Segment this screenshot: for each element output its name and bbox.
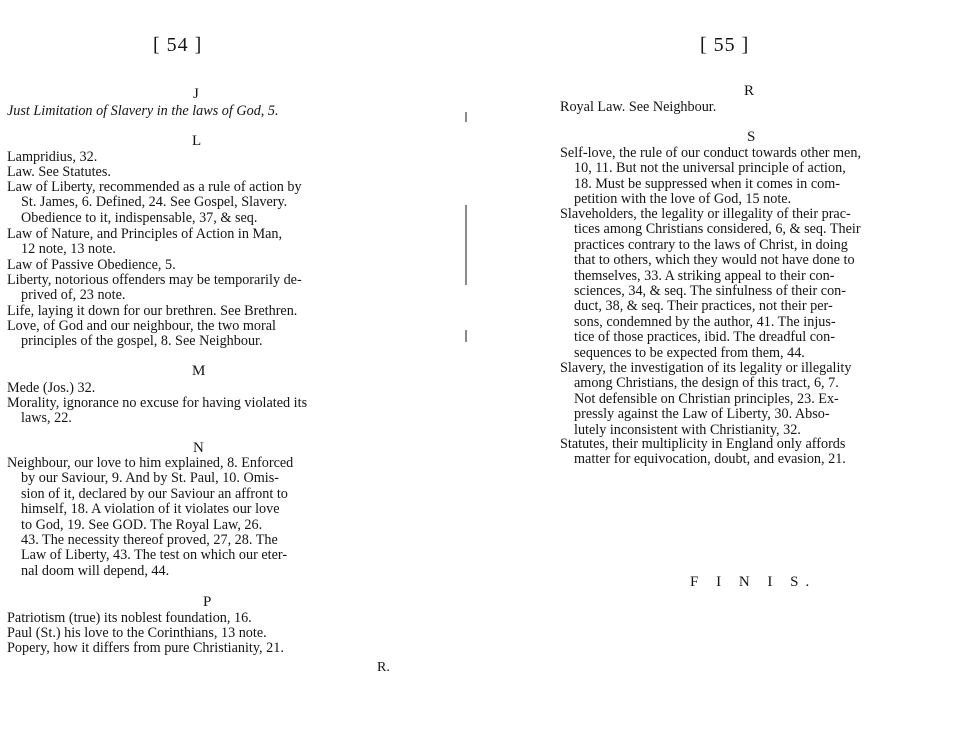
entry-line: that to others, which they would not have done to xyxy=(574,252,855,269)
finis: F I N I S. xyxy=(690,574,817,590)
entry-line: Law of Nature, and Principles of Action in Man, xyxy=(7,226,283,242)
entry-line: Mede (Jos.) 32. xyxy=(7,380,96,396)
entry-line: laws, 22. xyxy=(21,410,72,427)
index-entry-just-limitation xyxy=(7,104,397,119)
entry-line: themselves, 33. A striking appeal to their con- xyxy=(574,267,835,284)
section-letter-s: S xyxy=(747,129,757,145)
gutter-mark xyxy=(465,205,467,285)
index-entry-popery xyxy=(7,641,397,656)
entry-line: sons, condemned by the author, 41. The injus- xyxy=(574,313,836,330)
index-entry-law-of-nature xyxy=(7,227,397,258)
entry-line: Obedience to it, indispensable, 37, & seq. xyxy=(21,209,258,226)
entry-line: Paul (St.) his love to the Corinthians, 13 note. xyxy=(7,625,267,641)
section-letter-l: L xyxy=(192,133,203,149)
page-number-54: [ 54 ] xyxy=(153,34,203,56)
entry-line: Neighbour, our love to him explained, 8. Enforced xyxy=(7,455,294,471)
entry-line: Just Limitation of Slavery in the laws of God, 5. xyxy=(7,103,279,119)
index-entry-neighbour xyxy=(7,456,397,579)
entry-line: petition with the love of God, 15 note. xyxy=(574,191,792,208)
entry-line: Law of Passive Obedience, 5. xyxy=(7,257,176,273)
entry-line: Lampridius, 32. xyxy=(7,149,98,165)
index-entry-slaveholders xyxy=(560,207,950,361)
index-entry-self-love xyxy=(560,146,950,208)
entry-line: duct, 38, & seq. Their practices, not their per- xyxy=(574,298,833,315)
entry-line: among Christians, the design of this tract, 6, 7. xyxy=(574,375,839,392)
index-entry-royal-law xyxy=(560,100,950,115)
section-letter-j: J xyxy=(193,86,200,102)
gutter-mark xyxy=(465,112,467,122)
index-entry-statutes xyxy=(560,437,950,468)
index-entry-liberty xyxy=(7,273,397,304)
entry-line: sequences to be expected from them, 44. xyxy=(574,344,805,361)
entry-line: Law of Liberty, recommended as a rule of action by xyxy=(7,179,302,195)
entry-line: 12 note, 13 note. xyxy=(21,241,116,258)
entry-line: St. James, 6. Defined, 24. See Gospel, Slavery. xyxy=(21,194,288,211)
left-page xyxy=(0,0,470,752)
index-entry-law-of-liberty xyxy=(7,180,397,226)
catchword: R. xyxy=(377,660,390,675)
index-entry-love xyxy=(7,319,397,350)
entry-line: practices contrary to the laws of Christ, in doing xyxy=(574,236,848,253)
entry-line: Morality, ignorance no excuse for having violated its xyxy=(7,395,308,411)
entry-line: nal doom will depend, 44. xyxy=(21,562,170,579)
entry-line: 18. Must be suppressed when it comes in com- xyxy=(574,175,840,192)
entry-line: sion of it, declared by our Saviour an affront to xyxy=(21,485,288,502)
entry-line: Statutes, their multiplicity in England only affords xyxy=(560,436,846,452)
section-letter-m: M xyxy=(192,363,207,379)
entry-line: Slavery, the investigation of its legality or illegality xyxy=(560,360,852,376)
entry-line: Slaveholders, the legality or illegality of their prac- xyxy=(560,206,851,222)
entry-line: himself, 18. A violation of it violates our love xyxy=(21,501,280,518)
index-entry-morality xyxy=(7,396,397,427)
entry-line: Liberty, notorious offenders may be temporarily de- xyxy=(7,272,302,288)
entry-line: lutely inconsistent with Christianity, 32. xyxy=(574,421,801,438)
entry-line: matter for equivocation, doubt, and evasion, 21. xyxy=(574,451,846,468)
entry-line: to God, 19. See GOD. The Royal Law, 26. xyxy=(21,516,263,533)
entry-line: Law of Liberty, 43. The test on which our eter- xyxy=(21,547,288,564)
gutter-mark xyxy=(465,330,467,342)
entry-line: 10, 11. But not the universal principle of action, xyxy=(574,160,846,177)
entry-line: 43. The necessity thereof proved, 27, 28. The xyxy=(21,532,278,549)
entry-line: Not defensible on Christian principles, 23. Ex- xyxy=(574,390,839,407)
entry-line: Royal Law. See Neighbour. xyxy=(560,99,717,115)
entry-line: Love, of God and our neighbour, the two moral xyxy=(7,318,276,334)
entry-line: Self-love, the rule of our conduct towards other men, xyxy=(560,145,861,161)
entry-line: Life, laying it down for our brethren. See Brethren. xyxy=(7,303,298,319)
right-page xyxy=(490,0,980,752)
entry-line: principles of the gospel, 8. See Neighbour. xyxy=(21,333,263,350)
page-number-55: [ 55 ] xyxy=(700,34,750,56)
entry-line: tice of those practices, ibid. The dreadful con- xyxy=(574,329,835,346)
entry-line: prived of, 23 note. xyxy=(21,287,126,304)
entry-line: sciences, 34, & seq. The sinfulness of their con- xyxy=(574,283,846,300)
entry-line: Patriotism (true) its noblest foundation, 16. xyxy=(7,610,252,626)
entry-line: by our Saviour, 9. And by St. Paul, 10. Omis- xyxy=(21,470,279,487)
section-letter-r: R xyxy=(744,83,756,99)
entry-line: Popery, how it differs from pure Christianity, 21. xyxy=(7,640,284,656)
entry-line: tices among Christians considered, 6, & seq. Their xyxy=(574,221,861,238)
entry-line: pressly against the Law of Liberty, 30. Abso- xyxy=(574,406,830,423)
index-entry-slavery xyxy=(560,361,950,438)
section-letter-n: N xyxy=(193,440,205,456)
entry-line: Law. See Statutes. xyxy=(7,164,111,180)
section-letter-p: P xyxy=(203,594,213,610)
